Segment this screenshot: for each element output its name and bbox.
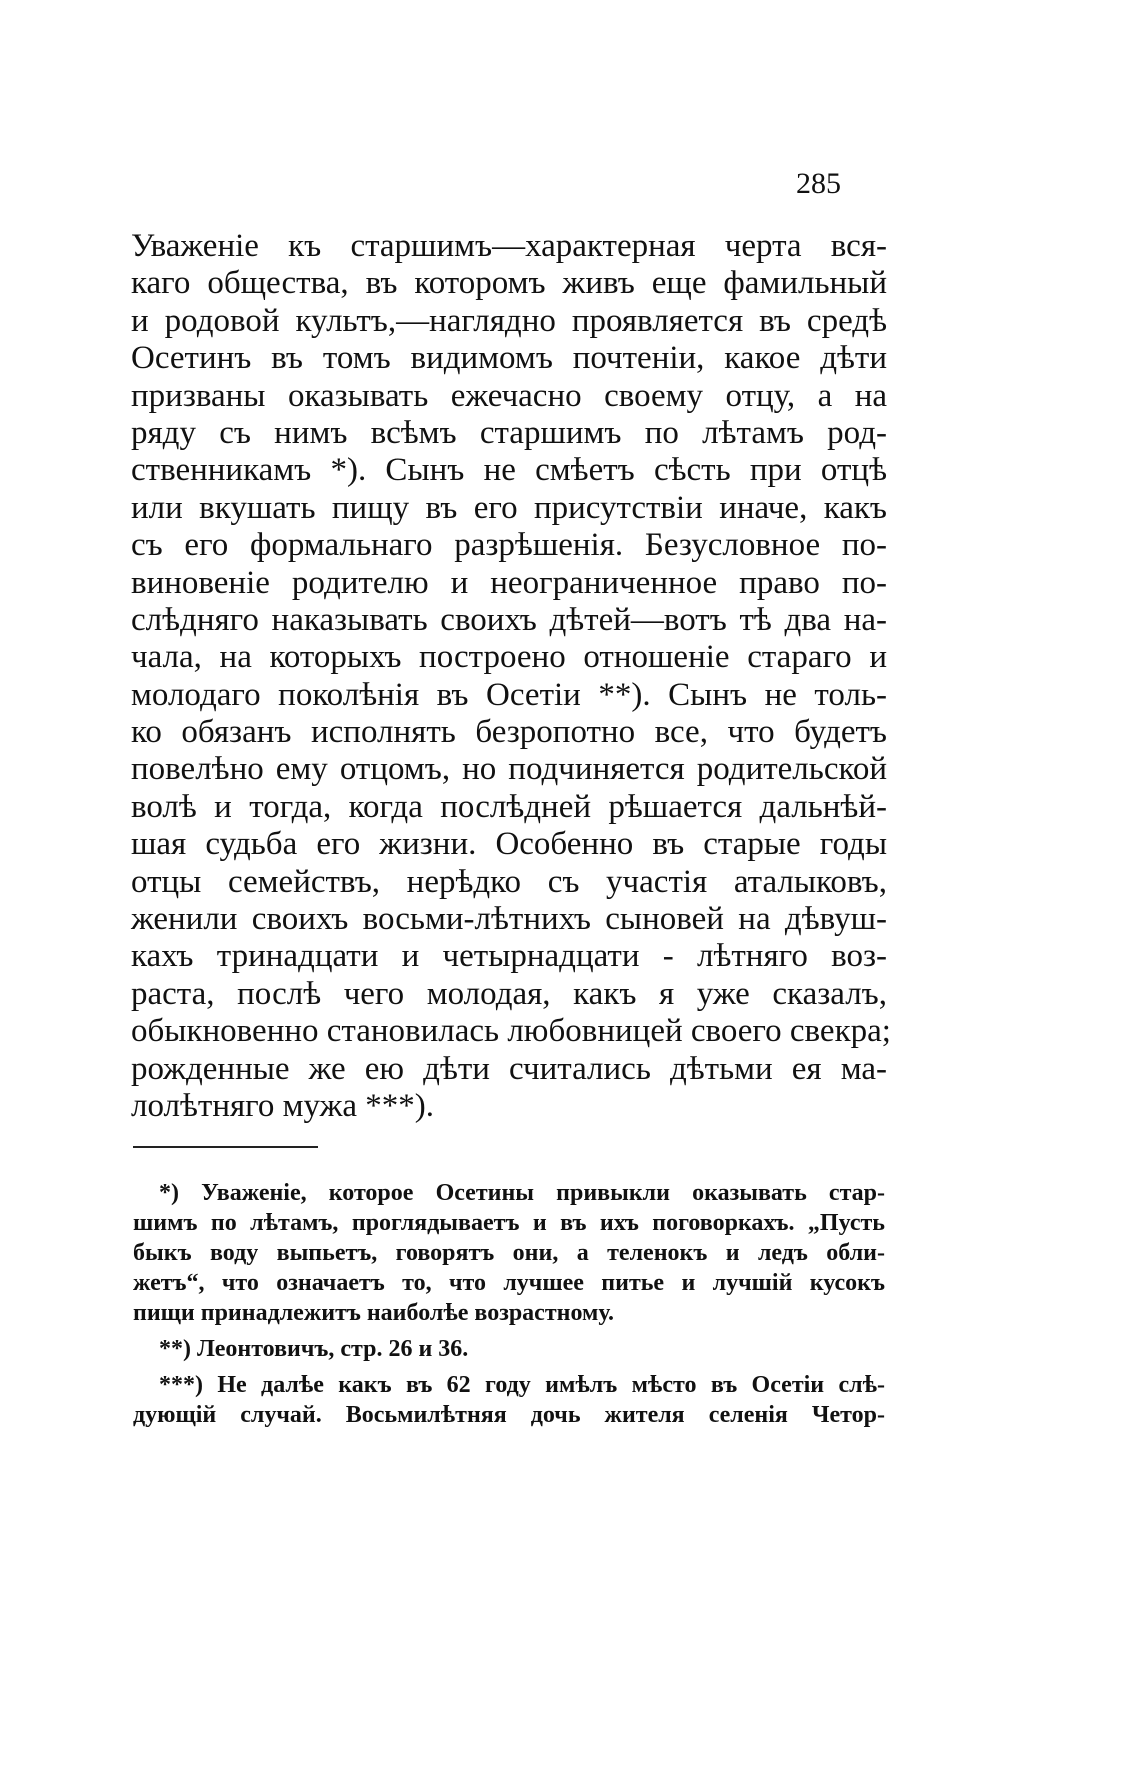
text-line: ко обязанъ исполнять безропотно все, что будетъ <box>131 714 887 751</box>
footnote-1 <box>133 1178 885 1328</box>
text-line: раста, послѣ чего молодая, какъ я уже сказалъ, <box>131 975 887 1012</box>
footnote-3 <box>133 1370 885 1430</box>
footnote-line: дующій случай. Восьмилѣтняя дочь жителя селенія Четор- <box>133 1402 885 1428</box>
text-line: ственникамъ *). Сынъ не смѣетъ сѣсть при отцѣ <box>131 452 887 489</box>
footnote-2 <box>133 1334 885 1364</box>
text-line: молодаго поколѣнія въ Осетіи **). Сынъ не толь- <box>131 676 887 713</box>
main-text-block <box>131 228 891 1125</box>
footnote-line: ***) Не далѣе какъ въ 62 году имѣлъ мѣсто въ Осетіи слѣ- <box>159 1372 885 1398</box>
text-line: волѣ и тогда, когда послѣдней рѣшается дальнѣй- <box>131 788 887 825</box>
footnote-divider <box>133 1146 318 1148</box>
footnote-line: пищи принадлежитъ наиболѣе возрастному. <box>133 1300 614 1326</box>
text-line: каго общества, въ которомъ живъ еще фамильный <box>131 265 887 302</box>
text-line: призваны оказывать ежечасно своему отцу, а на <box>131 377 887 414</box>
text-line: виновеніе родителю и неограниченное право по- <box>131 564 887 601</box>
text-line: слѣдняго наказывать своихъ дѣтей—вотъ тѣ два на- <box>131 601 887 638</box>
text-line: чала, на которыхъ построено отношеніе стараго и <box>131 639 887 676</box>
text-line: съ его формальнаго разрѣшенія. Безусловное по- <box>131 527 887 564</box>
footnote-line: шимъ по лѣтамъ, проглядываетъ и въ ихъ поговоркахъ. „Пусть <box>133 1210 885 1236</box>
text-line: или вкушать пищу въ его присутствіи иначе, какъ <box>131 489 887 526</box>
text-line: кахъ тринадцати и четырнадцати - лѣтняго воз- <box>131 938 887 975</box>
text-line: повелѣно ему отцомъ, но подчиняется родительской <box>131 751 887 788</box>
footnote-line: *) Уваженіе, которое Осетины привыкли оказывать стар- <box>159 1180 885 1206</box>
text-line: ряду съ нимъ всѣмъ старшимъ по лѣтамъ род- <box>131 414 887 451</box>
footnotes-block <box>133 1178 885 1430</box>
text-line: обыкновенно становилась любовницей своего свекра; <box>131 1013 891 1050</box>
text-line: шая судьба его жизни. Особенно въ старые годы <box>131 826 887 863</box>
text-line: Осетинъ въ томъ видимомъ почтеніи, какое дѣти <box>131 340 887 377</box>
text-line: женили своихъ восьми-лѣтнихъ сыновей на дѣвуш- <box>131 901 887 938</box>
page-number: 285 <box>796 167 841 200</box>
text-line: рожденные же ею дѣти считались дѣтьми ея ма- <box>131 1050 887 1087</box>
text-line: лолѣтняго мужа ***). <box>131 1087 435 1124</box>
footnote-line: **) Леонтовичъ, стр. 26 и 36. <box>159 1336 469 1362</box>
footnote-line: быкъ воду выпьетъ, говорятъ они, а теленокъ и ледъ обли- <box>133 1240 885 1266</box>
text-line: и родовой культъ,—наглядно проявляется въ средѣ <box>131 302 887 339</box>
text-line: Уваженіе къ старшимъ—характерная черта вся- <box>131 228 887 264</box>
text-line: отцы семействъ, нерѣдко съ участія аталыковъ, <box>131 863 887 900</box>
footnote-line: жетъ“, что означаетъ то, что лучшее питье и лучшій кусокъ <box>133 1270 885 1296</box>
